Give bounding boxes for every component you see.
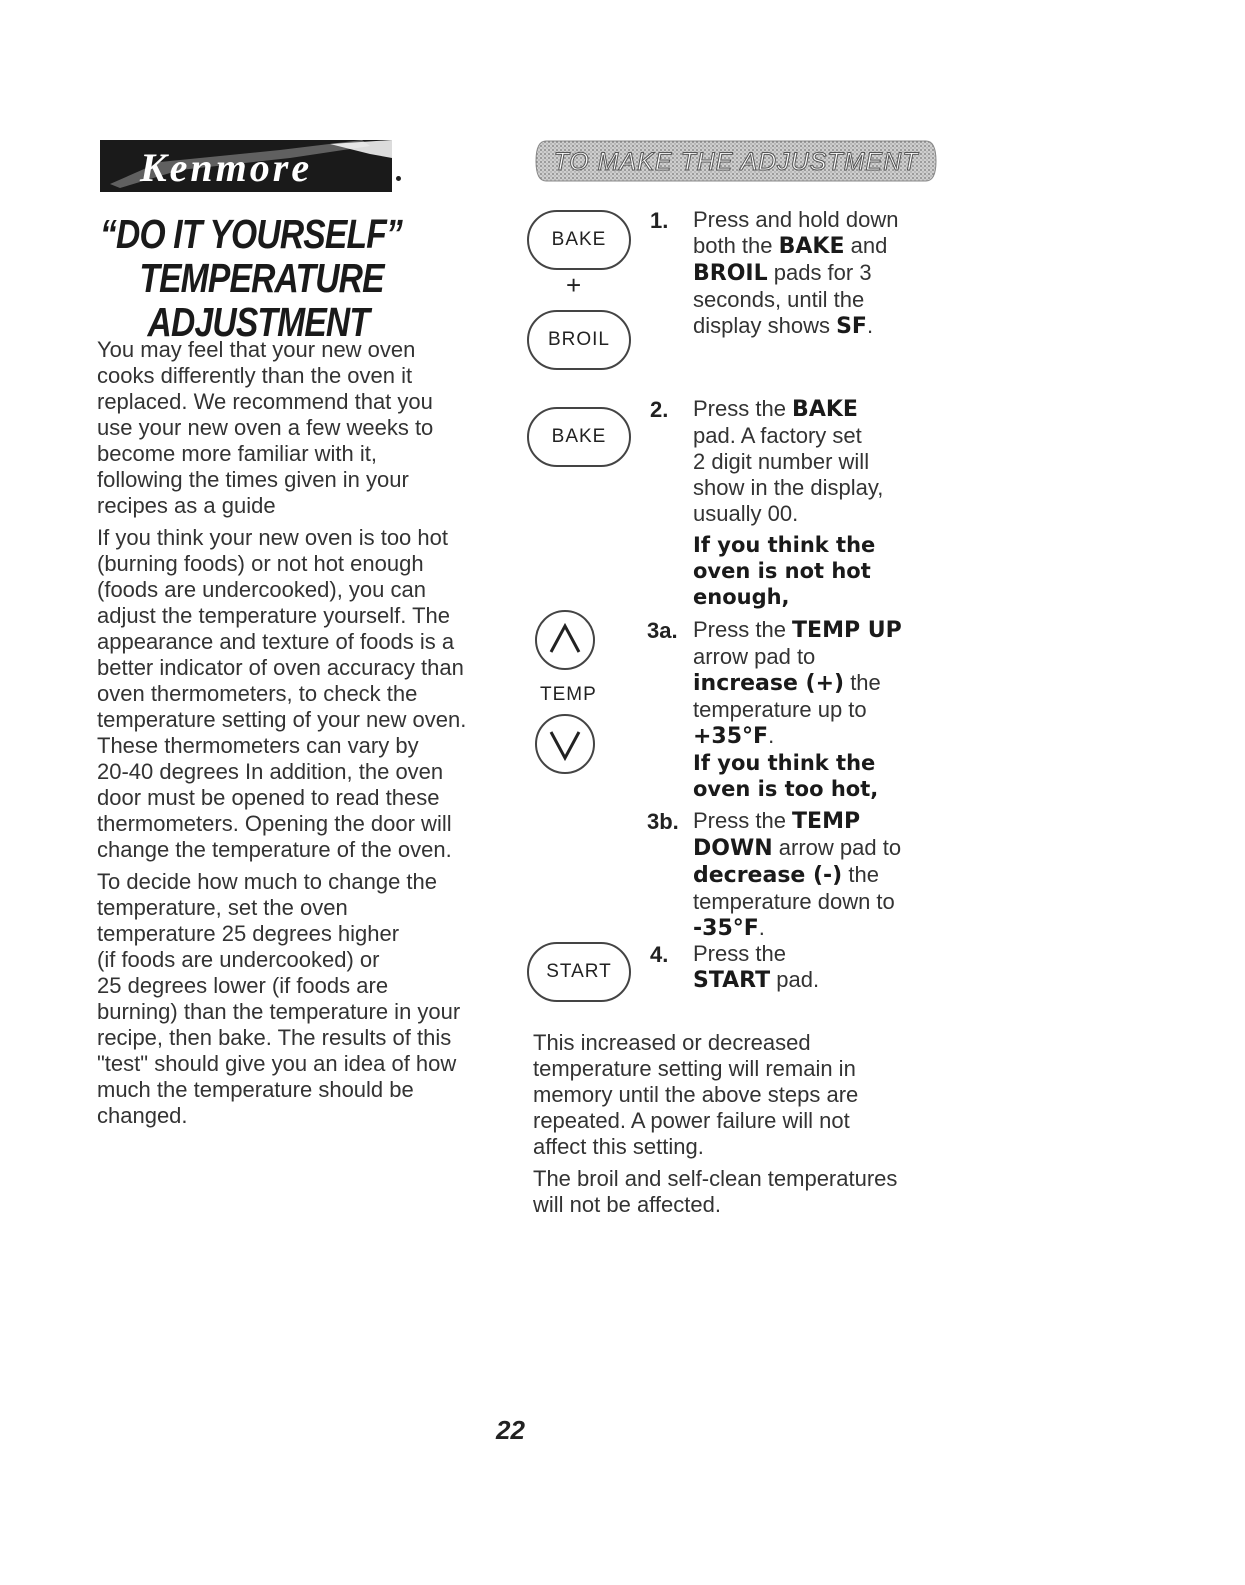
- step-2-text: [693, 396, 933, 527]
- not-hot-enough-heading: If you think the oven is not hot enough,: [693, 533, 876, 609]
- step-1-text: [693, 207, 933, 340]
- step-1-text-a: Press and hold down both the: [693, 207, 899, 258]
- logo-text: Kenmore: [140, 145, 313, 190]
- step-3a-text-a: Press the: [693, 617, 793, 642]
- step-3b-text-e: .: [758, 915, 765, 940]
- step-1-bake: BAKE: [778, 234, 845, 259]
- step-3b-text-c: arrow pad to: [778, 835, 902, 860]
- page-title: [100, 212, 420, 344]
- temp-up-pad: [535, 610, 595, 670]
- bake-pad-label: BAKE: [551, 229, 607, 250]
- step-3b-down: DOWN: [693, 836, 773, 861]
- step-1-broil: BROIL: [693, 261, 768, 286]
- step-4-text-b: pad.: [770, 967, 820, 992]
- step-1-sf: SF: [836, 314, 867, 339]
- step-4-text-a: Press the: [693, 941, 786, 966]
- step-3a-temp-up: TEMP UP: [792, 618, 902, 643]
- arrow-up-icon: [537, 612, 593, 668]
- logo-registered-dot: [396, 176, 401, 181]
- step-3a-text: [693, 617, 933, 750]
- page-number: 22: [496, 1415, 525, 1445]
- step-2-text-b: pad. A factory set 2 digit number will show in the display, usually 00.: [693, 423, 884, 526]
- step-4-text: [693, 941, 933, 994]
- step-4-number: 4.: [650, 942, 669, 967]
- step-1-number: 1.: [650, 208, 669, 233]
- adjustment-banner: [532, 137, 940, 185]
- step-1-text-c: pads for 3 seconds, until the display shows: [693, 260, 872, 338]
- banner-text: TO MAKE THE ADJUSTMENT: [553, 148, 919, 176]
- step-3b-text-d: the temperature down to: [693, 862, 895, 914]
- step-3a-text-d: .: [768, 723, 775, 748]
- step-1-text-d: .: [866, 313, 874, 338]
- step-3a-text-b: arrow pad to: [693, 644, 816, 669]
- step-2-text-a: Press the: [693, 396, 793, 421]
- arrow-down-icon: [537, 716, 593, 772]
- title-line-3: ADJUSTMENT: [147, 299, 370, 345]
- intro-paragraph: You may feel that your new oven cooks differently than the oven it replaced. We recommend that you use your new oven a few weeks to become more familiar with it, following the times given in your recipes as a guide: [97, 337, 434, 518]
- bake-pad-step2: [527, 407, 631, 467]
- intro-text: [97, 337, 497, 1135]
- thermometer-paragraph: If you think your new oven is too hot (burning foods) or not hot enough (foods are undercooked), you can adjust the temperature yourself. The appearance and texture of foods is a better indicator of oven accuracy than oven thermometers, to check the temperature setting of your new oven. These thermometers can vary by 20-40 degrees In addition, the oven door must be opened to read these thermometers. Opening the door will change the temperature of the oven.: [97, 525, 467, 862]
- step-4-start: START: [693, 968, 771, 993]
- step-3b-number: 3b.: [647, 809, 679, 834]
- title-line-2: TEMPERATURE: [139, 255, 384, 301]
- closing-text: [533, 1030, 953, 1224]
- temp-label: TEMP: [540, 684, 597, 705]
- broil-pad-label: BROIL: [547, 329, 611, 350]
- decide-paragraph: To decide how much to change the temperature, set the oven temperature 25 degrees higher (if foods are undercooked) or 25 degrees lower (if foods are burning) than the temperature in your recipe, then bake. The results of this "test" should give you an idea of how much the temperature should be changed.: [97, 869, 461, 1128]
- title-line-1: “DO IT YOURSELF”: [100, 211, 402, 257]
- broil-pad: [527, 310, 631, 370]
- step-3b-text: [693, 808, 933, 942]
- step-3a-number: 3a.: [647, 618, 678, 643]
- too-hot-heading: If you think the oven is too hot,: [693, 751, 879, 801]
- step-3a-plus35: +35°F: [693, 724, 769, 749]
- step-3a-increase: increase (+): [693, 671, 845, 696]
- temp-down-pad: [535, 714, 595, 774]
- start-pad: [527, 942, 631, 1002]
- plus-sign: +: [566, 270, 582, 300]
- step-2-number: 2.: [650, 397, 669, 422]
- step-3b-temp: TEMP: [792, 809, 861, 834]
- step-1-text-b: and: [850, 233, 888, 258]
- memory-paragraph: This increased or decreased temperature setting will remain in memory until the above steps are repeated. A power failure will not affect this setting.: [533, 1030, 859, 1159]
- bake-pad: [527, 210, 631, 270]
- broil-clean-paragraph: The broil and self-clean temperatures will not be affected.: [533, 1166, 898, 1217]
- step-3b-decrease: decrease (-): [693, 863, 843, 888]
- step-3b-text-a: Press the: [693, 808, 793, 833]
- start-pad-label: START: [546, 961, 612, 982]
- step-2-bake: BAKE: [792, 397, 858, 422]
- step-3a-text-c: the temperature up to: [693, 670, 881, 722]
- bake-pad-step2-label: BAKE: [551, 426, 607, 447]
- step-3b-minus35: -35°F: [693, 916, 759, 941]
- kenmore-logo: [100, 140, 392, 192]
